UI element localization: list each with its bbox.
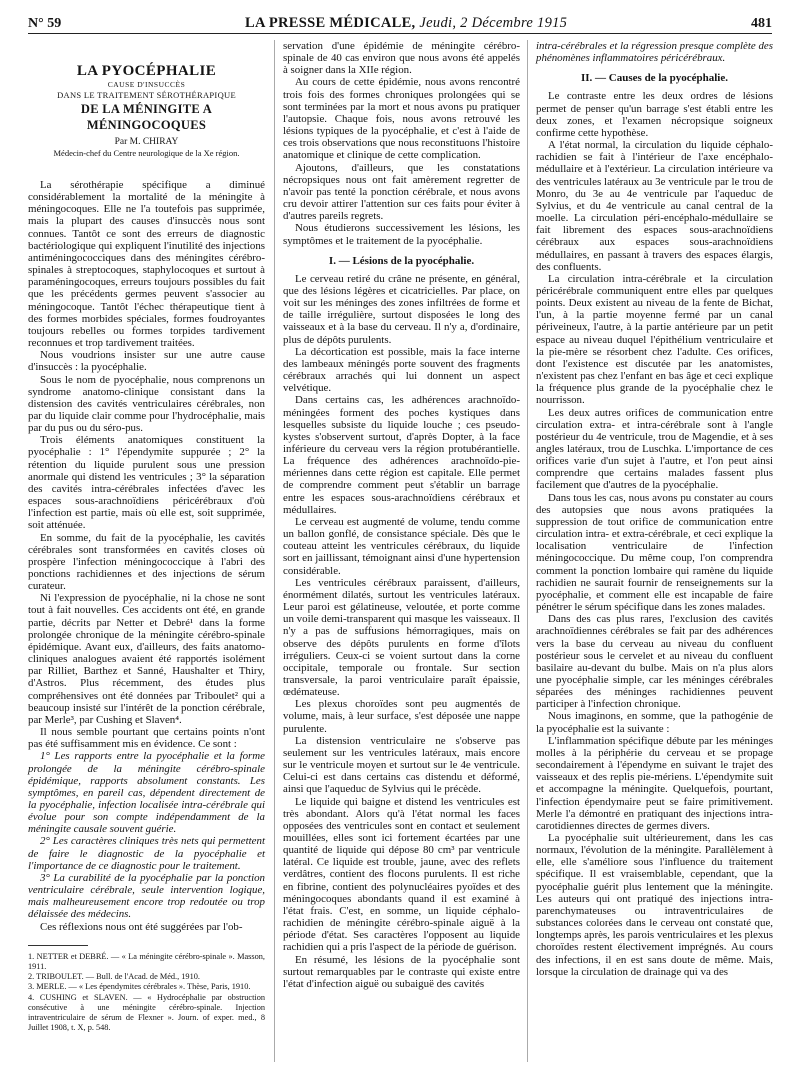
paragraph: Nous étudierons successivement les lésions, les symptômes et le traitement de la pyocéphalie. [283,222,520,247]
paragraph: Nous voudrions insister sur une autre cause d'insuccès : la pyocéphalie. [28,349,265,374]
issue-number: N° 59 [28,16,62,31]
footnote: 2. TRIBOULET. — Bull. de l'Acad. de Méd., 1910. [28,972,200,982]
paragraph: 3° La curabilité de la pyocéphalie par la ponction ventriculaire cérébrale, seule intervention logique, mais malheureusement encore trop redoutée ou trop délaissée des médecins. [28,871,265,921]
paragraph: intra-cérébrales et la régression presque complète des phénomènes inflammatoires péricérébraux. [536,40,773,65]
paragraph: Il nous semble pourtant que certains points n'ont pas été suffisamment mis en évidence. Ce sont : [28,726,265,751]
issue-date: Jeudi, 2 Décembre 1915 [419,15,568,31]
paragraph: L'inflammation spécifique débute par les méninges molles à la périphérie du cerveau et se propage secondairement à l'épendyme en suivant le trajet des vaisseaux et des replis pie-mériens. L'épendymite suit et accompagne la méningite. Quelquefois, pourtant, l'infection épendymaire peut se faire primitivement. Merle l'a démontré en pratiquant des injections intra-carotidiennes directes de germes divers. [536,734,773,832]
article-subtitle-1: CAUSE D'INSUCCÈS [107,80,186,89]
paragraph: Le cerveau est augmenté de volume, tendu comme un ballon gonflé, de consistance spéciale. Dès que le couteau atteint les ventricules cérébraux, du liquide sort en jaillissant, témoignant ainsi d'une hypertension considérable. [283,515,520,577]
article-subtitle-2: DANS LE TRAITEMENT SÉROTHÉRAPIQUE [57,90,236,100]
paragraph: Nous imaginons, en somme, que la pathogénie de la pyocéphalie est la suivante : [536,710,773,735]
footnote: 3. MERLE. — « Les épendymites cérébrales ». Thèse, Paris, 1910. [28,982,251,992]
paragraph: En somme, du fait de la pyocéphalie, les cavités cérébrales sont transformées en cavités closes où prospère l'infection méningococcique à l'abri des ponctions rachidiennes et des injections de sérum curateur. [28,531,265,593]
paragraph: Au cours de cette épidémie, nous avons rencontré trois fois des formes chroniques prolongées qui se sont terminées par la mort et nous avons pu pratiquer l'autopsie. Chaque fois, nous avons retrouvé les lésions typiques de la pyocéphalie, et c'est à l'aide de ces trois observations que nous reconstituons l'histoire anatomique et clinique de cette complication. [283,76,520,162]
paragraph: Ni l'expression de pyocéphalie, ni la chose ne sont tout à fait nouvelles. Ces accidents ont été, en grande partie, décrits par Netter et Debré¹ dans la forme prolongée chronique de la méningite cérébro-spinale épidémique. Avant eux, d'ailleurs, des faits anatomo-cliniques analogues avaient été rapportés isolément par Rilliet, Barthez et Sanné, Haushalter et Thiry, d'Astros. Plus récemment, des études plus compréhensives ont été données par Triboulet² qui a beaucoup insisté sur l'intérêt de la ponction cérébrale, par Merle³, par Cushing et Slaven⁴. [28,592,265,726]
column-2 [283,40,520,990]
paragraph: servation d'une épidémie de méningite cérébro-spinale de 40 cas environ que nous avons été appelés à soigner dans la XIIe région. [283,40,520,77]
page-header [28,6,772,32]
paragraph: Ajoutons, d'ailleurs, que les constatations nécropsiques nous ont fait amèrement regretter de n'avoir pas tenté la ponction cérébrale, et nous avons cru devoir attirer l'attention sur ces faits pour éviter à d'autres pareils regrets. [283,161,520,223]
paragraph: Le cerveau retiré du crâne ne présente, en général, que des lésions légères et cicatricielles. Par place, on voit sur les méninges des zones infiltrées de forme et de taille irrégulière, surtout disposées le long des vaisseaux et à la base du cerveau. Il n'y a, d'ordinaire, plus de dépôts purulents. [283,272,520,346]
article-subtitle-3: DE LA MÉNINGITE A MÉNINGOCOQUES [80,102,213,132]
paragraph: Sous le nom de pyocéphalie, nous comprenons un syndrome anatomo-clinique consistant dans la distension des cavités ventriculaires cérébrales, non par du liquide clair comme pour l'hydrocéphalie, mais par du pus ou du séro-pus. [28,373,265,435]
header-rule [28,33,772,34]
paragraph: Dans tous les cas, nous avons pu constater au cours des autopsies que nous avons pratiquées la suppression de tout orifice de communication entre circulation intra- et extra-cérébrale, et ceci explique la localisation ventriculaire de l'infection méningococcique. Du même coup, l'on comprendra comment la ponction lombaire qui ramène du liquide rachidien ne saurait fournir de renseignements sur la pyocéphalie, et comment elle est incapable de faire pénétrer le sérum spécifique dans les zones malades. [536,491,773,614]
footnote: 4. CUSHING et SLAVEN. — « Hydrocéphalie par obstruction consécutive à une méningite cérébro-spinale. Injection intraventriculaire de sérum de Flexner ». Journ. of exper. med., 8 Juillet 1908, t. X, p. 548. [28,992,265,1033]
paragraph: La sérothérapie spécifique a diminué considérablement la mortalité de la méningite à méningocoques. Elle ne l'a toutefois pas supprimée, mais la plupart des causes d'insuccès nous sont connues. Tantôt ce sont des erreurs de diagnostic bactériologique qui expliquent l'inutilité des injections antiméningococciques dans des méningites cérébro-spinales à streptocoques, staphylocoques et surtout à paraméningocoques, erreurs toujours possibles du fait que les précédents germes peuvent s'associer au méningocoque. Tantôt l'échec thérapeutique tient à des formes morbides spéciales, formes foudroyantes toujours rebelles ou formes torpides tardivement reconnues et trop tardivement traitées. [28,179,265,350]
paragraph: Les plexus choroïdes sont peu augmentés de volume, mais, à leur surface, s'est déposée une nappe purulente. [283,698,520,735]
journal-title [245,15,567,32]
column-3 [536,40,773,978]
column-1 [28,40,265,1033]
footnote: 1. NETTER et DEBRÉ. — « La méningite cérébro-spinale ». Masson, 1911. [28,951,265,971]
paragraph: La distension ventriculaire ne s'observe pas seulement sur les ventricules latéraux, mais encore sur le ventricule moyen et surtout sur le 4e ventricule. Celui-ci est dans certains cas distendu et déformé, ainsi que l'aqueduc de Sylvius qui le précède. [283,734,520,796]
section-heading: II. — Causes de la pyocéphalie. [581,72,728,85]
paragraph: La circulation intra-cérébrale et la circulation péricérébrale communiquent entre elles par quelques points. Deux existent au niveau de la fente de Bichat, l'un, à la partie moyenne fermé par un canal périveineux, l'autre, à la partie antérieure par un petit espace au niveau duquel l'épithélium ventriculaire et la pie-mère se résorbent chez l'adulte. Ces orifices, dont l'existence est discutée par les anatomistes, n'existent pas chez l'enfant en bas âge et ceci explique la fréquence plus grande de la pyocéphalie chez le nourrisson. [536,272,773,407]
journal-name: LA PRESSE MÉDICALE, [245,15,416,31]
paragraph: Le liquide qui baigne et distend les ventricules est très abondant. Alors qu'à l'état normal les faces opposées des ventricules sont en contact et seulement mouillées, elles sont ici fortement écartées par une quantité de liquide qui dépose 80 cm³ par ventricule latéral. Ce liquide est trouble, jaune, avec des reflets verdâtres, contient des flocons purulents. Il est riche en fibrine, contient des polynucléaires pyoïdes et des méningocoques abondants quand il est examiné à l'état frais. C'est, en somme, un liquide céphalo-rachidien de méningite cérébro-spinale aiguë à la période d'état. Ses caractères l'opposent au liquide rachidien qui a pris l'aspect de la période de guérison. [283,795,520,954]
paragraph: Dans certains cas, les adhérences arachnoïdo-méningées forment des poches kystiques dans lesquelles subsiste du liquide louche ; ces pseudo-kystes s'observent surtout, d'après Dopter, à la face inférieure du cerveau vers la région protubérantielle. La fréquence des adhérences arachnoïdo-pie-mériennes dans cette région est capitale. Elle permet de comprendre comment peut s'établir un barrage entre les espaces sous-arachnoïdiens cérébraux et médullaires. [283,394,520,516]
paragraph: Le contraste entre les deux ordres de lésions permet de penser qu'un barrage s'est établi entre les deux zones, et l'examen nécropsique soigneux confirme cette hypothèse. [536,90,773,139]
paragraph: La pyocéphalie suit ultérieurement, dans les cas normaux, l'évolution de la méningite. Parallèlement à elle, elle s'améliore sous l'influence du traitement spécifique. Il est vraisemblable, cependant, que la pyocéphalie guérit plus lentement que la méningite. Les auteurs qui ont pratiqué des injections intra-parenchymateuses ou intraventriculaires de substances colorées dans le cerveau ont constaté que, longtemps après, les parois ventriculaires et les plexus choroïdes restent électivement imprégnés. Au cours des infections, il en est sans doute de même. Mais, lorsque la circulation de drainage qui va des [536,832,773,978]
footnote-rule [28,945,88,946]
paragraph: En résumé, les lésions de la pyocéphalie sont surtout remarquables par le contraste qui existe entre l'état d'infection aiguë ou subaiguë des cavités [283,953,520,990]
author-affiliation: Médecin-chef du Centre neurologique de la Xe région. [53,148,240,158]
paragraph: Les ventricules cérébraux paraissent, d'ailleurs, énormément dilatés, surtout les ventricules latéraux. Leur paroi est gélatineuse, veloutée, et porte comme un voile demi-transparent qui masque les vaisseaux. Il n'y a pas de suffusions hémorragiques, mais on observe des dépôts purulents en forme d'îlots irréguliers. Ceux-ci se voient surtout dans la corne occipitale, temporale ou frontale. Sur section transversale, la paroi ventriculaire paraît épaissie, œdémateuse. [283,576,520,699]
paragraph: Les deux autres orifices de communication entre circulation extra- et intra-cérébrale sont à l'angle postérieur du 4e ventricule, trou de Magendie, et à ses angles latéraux, trou de Luschka. L'importance de ces orifices varie d'un sujet à l'autre, et l'on peut ainsi comprendre que certains malades fassent plus facilement que d'autres de la pyocéphalie. [536,406,773,492]
paragraph: A l'état normal, la circulation du liquide céphalo-rachidien se fait à l'intérieur de l'axe encéphalo-médullaire et à l'extérieur. La circulation intérieure va des ventricules latéraux au 3e ventricule par le trou de Monro, du 3e au 4e ventricule par l'aqueduc de Sylvius, et du 4e ventricule au canal central de la moelle. La circulation péri-encéphalo-médullaire se fait librement des espaces sous-arachnoïdiens cérébraux aux espaces sous-arachnoïdiens médullaires, en passant à travers des espaces élargis, des confluents. [536,139,773,273]
page-number: 481 [751,16,772,31]
paragraph: Trois éléments anatomiques constituent la pyocéphalie : 1° l'épendymite suppurée ; 2° la rétention du liquide purulent sous une pression anormale qui distend les ventricules ; 3° la séparation des cavités intra-cérébrales infectées d'avec les espaces sous-arachnoïdiens péricérébraux d'où l'infection est partie, mais où elle est, soit supprimée, soit atténuée. [28,434,265,532]
article-author: Par M. CHIRAY [114,137,179,147]
section-heading: I. — Lésions de la pyocéphalie. [328,254,475,267]
column-divider-2 [527,40,528,1062]
article-title: LA PYOCÉPHALIE [76,63,217,79]
column-divider-1 [274,40,275,1062]
paragraph: 1° Les rapports entre la pyocéphalie et la forme prolongée de la méningite cérébro-spinale épidémique, rapports absolument constants. Les symptômes, en pareil cas, dépendent directement de la pyocéphalie, infection localisée intra-cérébrale qui évolue pour son compte indépendamment de la méningite causale souvent guérie. [28,750,265,836]
paragraph: Ces réflexions nous ont été suggérées par l'ob- [40,920,243,933]
paragraph: Dans des cas plus rares, l'exclusion des cavités arachnoïdiennes cérébrales se fait par des adhérences vers la base du cerveau au niveau du confluent postérieur sous le cervelet et au niveau du confluent basilaire au-devant du bulbe. Mais on n'a plus alors une pyocéphalie simple, car les méninges cérébrales séparées des méninges rachidiennes peuvent participer à l'infection chronique. [536,613,773,711]
paragraph: La décortication est possible, mais la face interne des lambeaux méningés porte souvent des fragments cérébraux arrachés qui lui donnent un aspect velvétique. [283,345,520,395]
paragraph: 2° Les caractères cliniques très nets qui permettent de faire le diagnostic de la pyocéphalie et l'importance de ce diagnostic pour le traitement. [28,835,265,872]
